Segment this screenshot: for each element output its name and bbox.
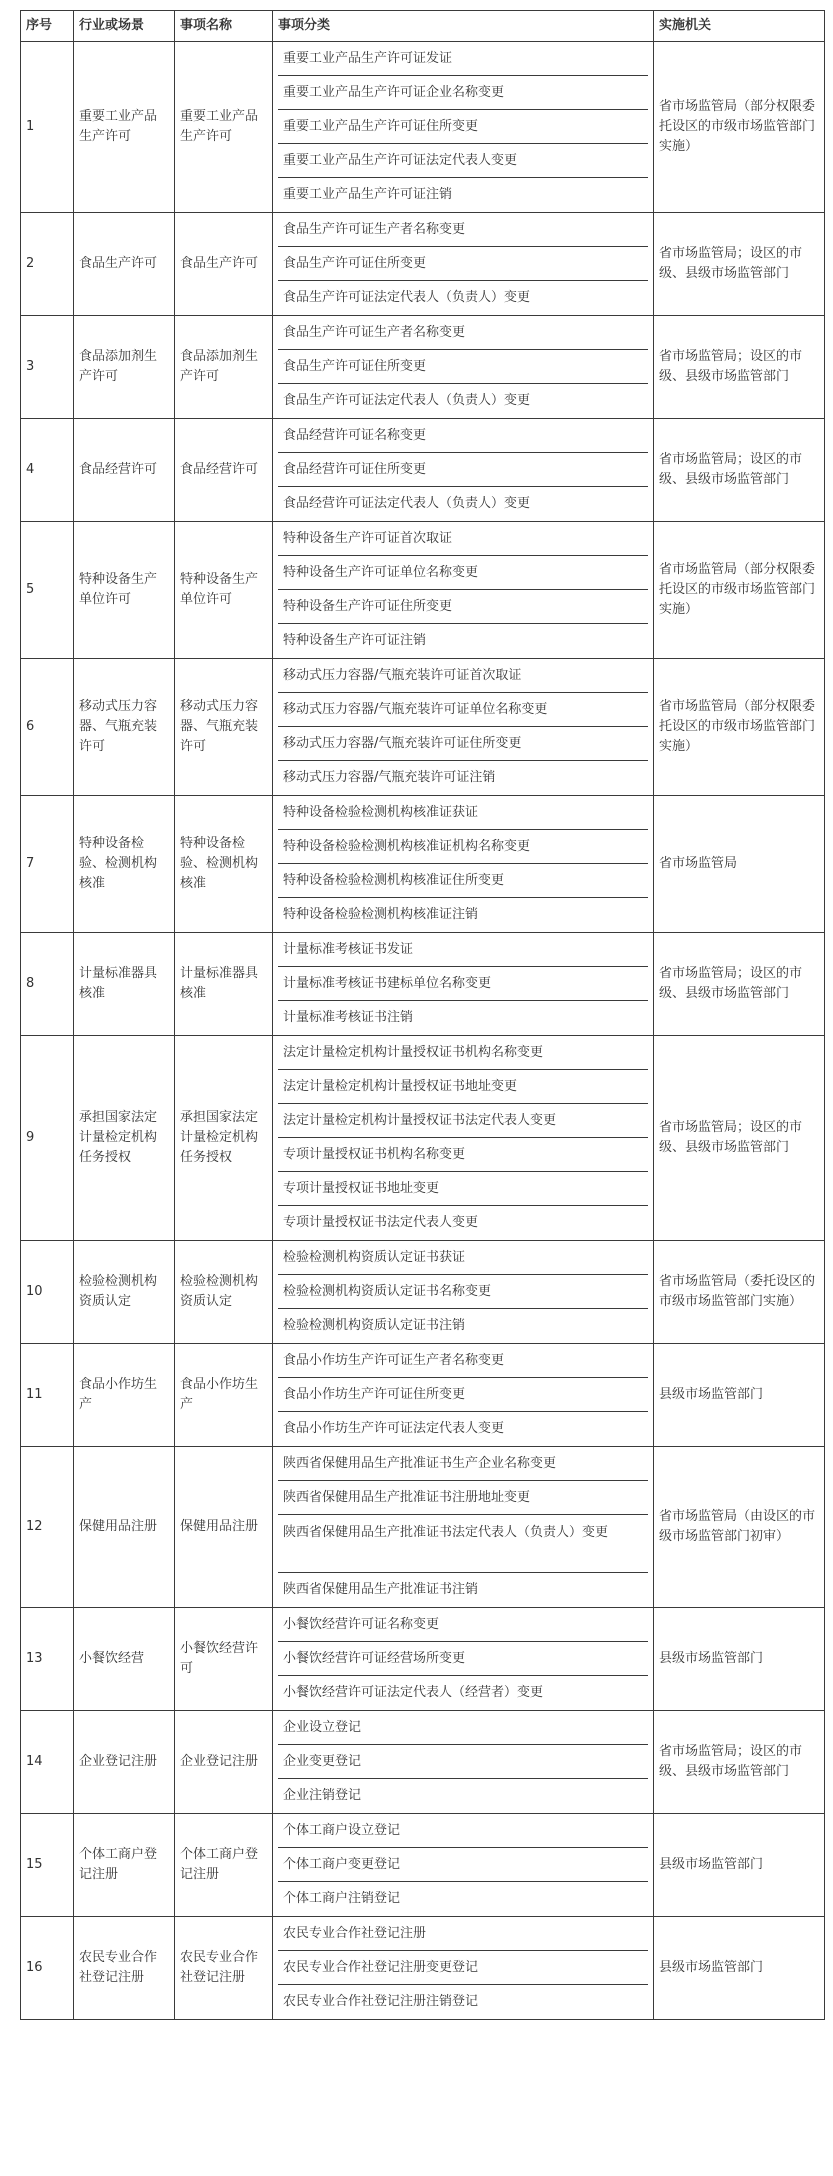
row-agency: 省市场监管局；设区的市级、县级市场监管部门 xyxy=(654,419,825,522)
category-item: 特种设备检验检测机构核准证住所变更 xyxy=(278,864,648,898)
row-categories xyxy=(273,1711,654,1814)
row-categories xyxy=(273,213,654,316)
table-row xyxy=(21,1036,825,1241)
table-body xyxy=(21,42,825,2020)
category-item: 特种设备生产许可证住所变更 xyxy=(278,590,648,624)
table-row xyxy=(21,933,825,1036)
category-item: 企业设立登记 xyxy=(278,1711,648,1745)
category-item: 食品生产许可证法定代表人（负责人）变更 xyxy=(283,290,531,305)
row-agency: 省市场监管局（部分权限委托设区的市级市场监管部门实施） xyxy=(654,522,825,659)
row-seq: 11 xyxy=(21,1344,74,1447)
row-categories xyxy=(273,1036,654,1241)
row-categories xyxy=(273,659,654,796)
category-item: 专项计量授权证书法定代表人变更 xyxy=(283,1215,479,1230)
table-row xyxy=(21,1711,825,1814)
row-agency: 省市场监管局（委托设区的市级市场监管部门实施） xyxy=(654,1241,825,1344)
table-row xyxy=(21,796,825,933)
category-item: 农民专业合作社登记注册 xyxy=(278,1917,648,1951)
row-agency: 省市场监管局（部分权限委托设区的市级市场监管部门实施） xyxy=(654,659,825,796)
category-item: 食品小作坊生产许可证住所变更 xyxy=(278,1378,648,1412)
row-industry: 特种设备检验、检测机构核准 xyxy=(74,796,175,933)
category-item: 陕西省保健用品生产批准证书注册地址变更 xyxy=(278,1481,648,1515)
table-row xyxy=(21,659,825,796)
row-categories xyxy=(273,1447,654,1608)
header-item-name: 事项名称 xyxy=(175,11,273,42)
row-item-name: 特种设备生产单位许可 xyxy=(175,522,273,659)
row-industry: 特种设备生产单位许可 xyxy=(74,522,175,659)
category-item: 专项计量授权证书机构名称变更 xyxy=(278,1138,648,1172)
row-item-name: 检验检测机构资质认定 xyxy=(175,1241,273,1344)
table-row xyxy=(21,316,825,419)
category-item: 计量标准考核证书建标单位名称变更 xyxy=(278,967,648,1001)
category-item: 食品生产许可证法定代表人（负责人）变更 xyxy=(283,393,531,408)
category-item: 特种设备检验检测机构核准证注销 xyxy=(283,907,479,922)
row-categories xyxy=(273,1814,654,1917)
category-item: 农民专业合作社登记注册注销登记 xyxy=(283,1994,479,2009)
row-item-name: 承担国家法定计量检定机构任务授权 xyxy=(175,1036,273,1241)
header-agency: 实施机关 xyxy=(654,11,825,42)
row-agency: 省市场监管局 xyxy=(654,796,825,933)
category-item: 专项计量授权证书地址变更 xyxy=(278,1172,648,1206)
category-item: 陕西省保健用品生产批准证书注销 xyxy=(283,1582,479,1597)
category-item: 食品小作坊生产许可证法定代表人变更 xyxy=(283,1421,505,1436)
row-industry: 食品经营许可 xyxy=(74,419,175,522)
matters-table xyxy=(20,10,825,2020)
table-row xyxy=(21,213,825,316)
row-agency: 省市场监管局；设区的市级、县级市场监管部门 xyxy=(654,1711,825,1814)
category-item: 法定计量检定机构计量授权证书地址变更 xyxy=(278,1070,648,1104)
header-category: 事项分类 xyxy=(273,11,654,42)
row-industry: 计量标准器具核准 xyxy=(74,933,175,1036)
row-seq: 12 xyxy=(21,1447,74,1608)
category-item: 移动式压力容器/气瓶充装许可证单位名称变更 xyxy=(278,693,648,727)
category-item: 移动式压力容器/气瓶充装许可证注销 xyxy=(283,770,496,785)
table-row xyxy=(21,1344,825,1447)
category-item: 特种设备生产许可证注销 xyxy=(283,633,427,648)
row-seq: 8 xyxy=(21,933,74,1036)
row-industry: 承担国家法定计量检定机构任务授权 xyxy=(74,1036,175,1241)
row-seq: 9 xyxy=(21,1036,74,1241)
category-item: 食品经营许可证法定代表人（负责人）变更 xyxy=(283,496,531,511)
category-item: 计量标准考核证书注销 xyxy=(283,1010,414,1025)
row-agency: 县级市场监管部门 xyxy=(654,1608,825,1711)
row-item-name: 计量标准器具核准 xyxy=(175,933,273,1036)
row-item-name: 食品小作坊生产 xyxy=(175,1344,273,1447)
row-seq: 5 xyxy=(21,522,74,659)
table-row xyxy=(21,1917,825,2020)
header-industry: 行业或场景 xyxy=(74,11,175,42)
table-row xyxy=(21,522,825,659)
row-categories xyxy=(273,522,654,659)
row-industry: 食品生产许可 xyxy=(74,213,175,316)
row-seq: 1 xyxy=(21,42,74,213)
row-categories xyxy=(273,1344,654,1447)
category-item: 重要工业产品生产许可证住所变更 xyxy=(278,110,648,144)
category-item: 食品经营许可证名称变更 xyxy=(278,419,648,453)
row-categories xyxy=(273,42,654,213)
category-item: 陕西省保健用品生产批准证书法定代表人（负责人）变更 xyxy=(278,1515,648,1573)
category-item: 移动式压力容器/气瓶充装许可证住所变更 xyxy=(278,727,648,761)
category-item: 小餐饮经营许可证名称变更 xyxy=(278,1608,648,1642)
row-seq: 6 xyxy=(21,659,74,796)
row-item-name: 食品经营许可 xyxy=(175,419,273,522)
category-item: 食品生产许可证住所变更 xyxy=(278,247,648,281)
category-item: 食品经营许可证住所变更 xyxy=(278,453,648,487)
row-seq: 15 xyxy=(21,1814,74,1917)
row-seq: 2 xyxy=(21,213,74,316)
row-seq: 10 xyxy=(21,1241,74,1344)
row-agency: 县级市场监管部门 xyxy=(654,1344,825,1447)
row-item-name: 移动式压力容器、气瓶充装许可 xyxy=(175,659,273,796)
category-item: 个体工商户变更登记 xyxy=(278,1848,648,1882)
row-item-name: 个体工商户登记注册 xyxy=(175,1814,273,1917)
category-item: 农民专业合作社登记注册变更登记 xyxy=(278,1951,648,1985)
row-item-name: 特种设备检验、检测机构核准 xyxy=(175,796,273,933)
category-item: 小餐饮经营许可证法定代表人（经营者）变更 xyxy=(283,1685,544,1700)
table-row xyxy=(21,1608,825,1711)
row-agency: 县级市场监管部门 xyxy=(654,1917,825,2020)
row-item-name: 重要工业产品生产许可 xyxy=(175,42,273,213)
category-item: 特种设备检验检测机构核准证机构名称变更 xyxy=(278,830,648,864)
row-industry: 移动式压力容器、气瓶充装许可 xyxy=(74,659,175,796)
row-agency: 省市场监管局；设区的市级、县级市场监管部门 xyxy=(654,933,825,1036)
row-item-name: 农民专业合作社登记注册 xyxy=(175,1917,273,2020)
row-item-name: 保健用品注册 xyxy=(175,1447,273,1608)
category-item: 陕西省保健用品生产批准证书生产企业名称变更 xyxy=(278,1447,648,1481)
category-item: 计量标准考核证书发证 xyxy=(278,933,648,967)
row-agency: 县级市场监管部门 xyxy=(654,1814,825,1917)
row-industry: 个体工商户登记注册 xyxy=(74,1814,175,1917)
row-item-name: 食品生产许可 xyxy=(175,213,273,316)
category-item: 法定计量检定机构计量授权证书法定代表人变更 xyxy=(278,1104,648,1138)
category-item: 重要工业产品生产许可证注销 xyxy=(283,187,453,202)
row-agency: 省市场监管局；设区的市级、县级市场监管部门 xyxy=(654,213,825,316)
row-seq: 7 xyxy=(21,796,74,933)
category-item: 个体工商户注销登记 xyxy=(283,1891,401,1906)
category-item: 特种设备生产许可证单位名称变更 xyxy=(278,556,648,590)
row-industry: 检验检测机构资质认定 xyxy=(74,1241,175,1344)
category-item: 重要工业产品生产许可证发证 xyxy=(278,42,648,76)
row-seq: 13 xyxy=(21,1608,74,1711)
row-industry: 农民专业合作社登记注册 xyxy=(74,1917,175,2020)
row-industry: 小餐饮经营 xyxy=(74,1608,175,1711)
row-industry: 食品小作坊生产 xyxy=(74,1344,175,1447)
category-item: 重要工业产品生产许可证企业名称变更 xyxy=(278,76,648,110)
row-industry: 食品添加剂生产许可 xyxy=(74,316,175,419)
category-item: 移动式压力容器/气瓶充装许可证首次取证 xyxy=(278,659,648,693)
table-header-row xyxy=(21,11,825,42)
row-agency: 省市场监管局；设区的市级、县级市场监管部门 xyxy=(654,316,825,419)
category-item: 小餐饮经营许可证经营场所变更 xyxy=(278,1642,648,1676)
category-item: 食品生产许可证生产者名称变更 xyxy=(278,213,648,247)
row-agency: 省市场监管局（由设区的市级市场监管部门初审） xyxy=(654,1447,825,1608)
header-seq: 序号 xyxy=(21,11,74,42)
category-item: 检验检测机构资质认定证书注销 xyxy=(283,1318,466,1333)
row-item-name: 食品添加剂生产许可 xyxy=(175,316,273,419)
row-seq: 14 xyxy=(21,1711,74,1814)
category-item: 特种设备检验检测机构核准证获证 xyxy=(278,796,648,830)
row-categories xyxy=(273,796,654,933)
row-industry: 保健用品注册 xyxy=(74,1447,175,1608)
row-categories xyxy=(273,316,654,419)
category-item: 特种设备生产许可证首次取证 xyxy=(278,522,648,556)
row-categories xyxy=(273,1917,654,2020)
category-item: 个体工商户设立登记 xyxy=(278,1814,648,1848)
row-industry: 企业登记注册 xyxy=(74,1711,175,1814)
category-item: 检验检测机构资质认定证书获证 xyxy=(278,1241,648,1275)
category-item: 食品生产许可证住所变更 xyxy=(278,350,648,384)
row-categories xyxy=(273,1241,654,1344)
row-categories xyxy=(273,419,654,522)
row-categories xyxy=(273,933,654,1036)
table-row xyxy=(21,419,825,522)
category-item: 检验检测机构资质认定证书名称变更 xyxy=(278,1275,648,1309)
table-row xyxy=(21,1447,825,1608)
row-agency: 省市场监管局；设区的市级、县级市场监管部门 xyxy=(654,1036,825,1241)
category-item: 企业注销登记 xyxy=(283,1788,362,1803)
row-item-name: 企业登记注册 xyxy=(175,1711,273,1814)
row-seq: 16 xyxy=(21,1917,74,2020)
row-categories xyxy=(273,1608,654,1711)
category-item: 重要工业产品生产许可证法定代表人变更 xyxy=(278,144,648,178)
row-item-name: 小餐饮经营许可 xyxy=(175,1608,273,1711)
row-industry: 重要工业产品生产许可 xyxy=(74,42,175,213)
category-item: 法定计量检定机构计量授权证书机构名称变更 xyxy=(278,1036,648,1070)
table-row xyxy=(21,1241,825,1344)
table-row xyxy=(21,42,825,213)
category-item: 食品生产许可证生产者名称变更 xyxy=(278,316,648,350)
table-row xyxy=(21,1814,825,1917)
row-agency: 省市场监管局（部分权限委托设区的市级市场监管部门实施） xyxy=(654,42,825,213)
category-item: 企业变更登记 xyxy=(278,1745,648,1779)
row-seq: 4 xyxy=(21,419,74,522)
category-item: 食品小作坊生产许可证生产者名称变更 xyxy=(278,1344,648,1378)
row-seq: 3 xyxy=(21,316,74,419)
